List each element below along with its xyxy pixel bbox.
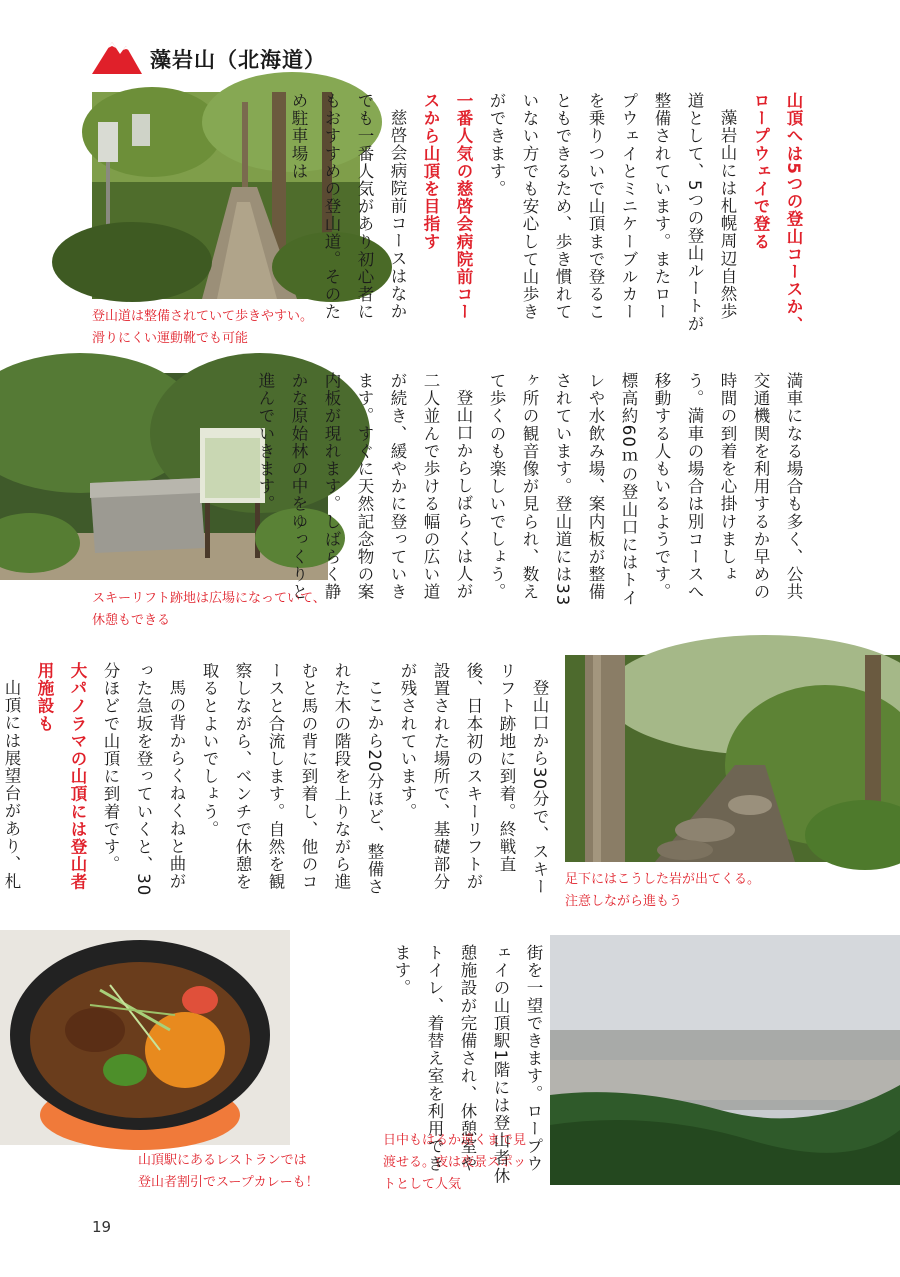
paragraph: 登山口からしばらくは人が二人並んで歩ける幅の広い道が続き、緩やかに登っていきます。すぐに天然記念物の案内板が現れます。しばらく静かな原始林の中をゆっくりと進んでいきます。 — [256, 372, 473, 601]
caption-soup-curry — [138, 1150, 319, 1194]
caption-line: 休憩もできる — [92, 613, 171, 628]
caption-line: トとして人気 — [383, 1177, 462, 1192]
section-heading: 大パノラマの山頂には登山者用施設も — [35, 662, 87, 891]
paragraph: 山頂には展望台があり、札 — [2, 678, 21, 890]
page-number: 19 — [92, 1218, 112, 1236]
text-block-summit — [340, 944, 550, 1189]
caption-line: スキーリフト跡地は広場になっていて、 — [92, 591, 326, 606]
text-block-route — [2, 662, 556, 907]
paragraph: 慈啓会病院前コースはなかでも一番人気があり初心者にもおすすめの登山道。そのため駐車場は — [289, 92, 407, 321]
page-title: 藻岩山（北海道） — [150, 48, 326, 72]
caption-line: 山頂駅にあるレストランでは — [138, 1153, 307, 1168]
paragraph: 藻岩山には札幌周辺自然歩道として、5つの登山ルートが整備されています。またロープウェイとミニケーブルカーを乗りついで山頂まで登ることもできるため、歩き慣れていない方でも安心して山歩きができます。 — [487, 92, 737, 333]
paragraph: ここから20分ほど、整備された木の階段を上りながら進むと馬の背に到着し、他のコースと合流します。自然を観察しながら、ベンチで休憩を取るとよいでしょう。 — [200, 662, 384, 896]
caption-line: 足下にはこうした岩が出てくる。 — [565, 872, 761, 887]
mountain-icon — [92, 38, 142, 74]
caption-forest-trail — [92, 306, 313, 350]
caption-line: 日中もはるか遠くまで見 — [383, 1133, 527, 1148]
caption-line: 滑りにくい運動靴でも可能 — [92, 331, 249, 346]
caption-rocky-path — [565, 869, 760, 913]
soup-curry-photo — [0, 930, 290, 1145]
caption-line: 登山者割引でスープカレーも！ — [138, 1175, 319, 1190]
paragraph: 馬の背からくねくねと曲がった急坂を登っていくと、30分ほどで山頂に到着です。 — [101, 662, 186, 897]
caption-line: 渡せる。夜は夜景スポッ — [383, 1155, 527, 1170]
caption-line: 注意しながら進もう — [565, 894, 683, 909]
paragraph: 満車になる場合も多く、公共交通機関を利用するか早めの時間の到着を心掛けましょう。満車の場合は別コースへ移動する人もいるようです。標高約60ｍの登山口にはトイレや水飲み場、案内板が整備されています。登山道には33ヶ所の観音像が見られ、数えて歩くのも楽しいでしょう。 — [487, 372, 803, 607]
paragraph: 登山口から30分で、スキーリフト跡地に到着。終戦直後、日本初のスキーリフトが設置された場所で、基礎部分が残されています。 — [398, 662, 549, 896]
text-block-trailhead — [256, 372, 810, 617]
city-panorama-photo — [550, 935, 900, 1185]
section-heading: 一番人気の慈啓会病院前コースから山頂を目指す — [421, 92, 473, 321]
caption-line: 登山道は整備されていて歩きやすい。 — [92, 309, 314, 324]
paragraph: 街を一望できます。ロープウェイの山頂駅1階には登山者休憩施設が完備され、休憩室やトイレ、着替え室を利用できます。 — [392, 944, 543, 1185]
text-block-intro — [289, 92, 810, 337]
section-heading: 山頂へは5つの登山コースか、ロープウェイで登る — [751, 92, 803, 334]
rocky-path-photo — [565, 655, 900, 862]
